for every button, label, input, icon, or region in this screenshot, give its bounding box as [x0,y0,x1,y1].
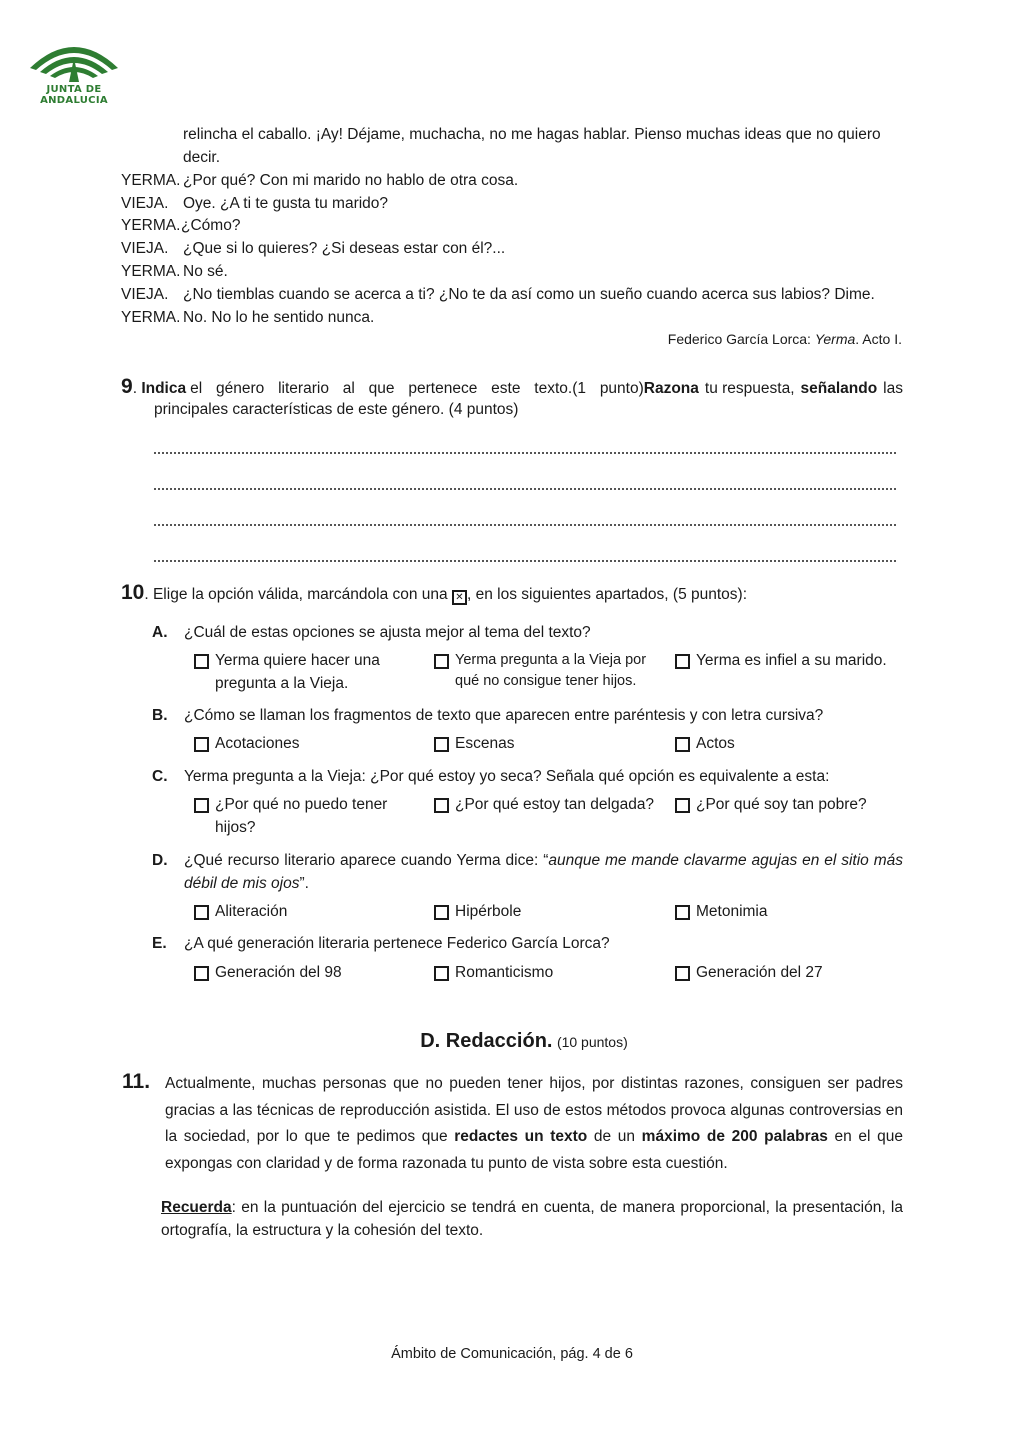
question-11-p3: en el que expongas con claridad y de forma razonada tu punto de vista sobre esta cuestión. [165,1128,903,1172]
keyword-redactes: redactes un texto [454,1128,588,1145]
option-e3[interactable] [675,962,905,985]
checked-box-icon: ✕ [452,590,467,605]
checkbox-icon[interactable] [675,905,690,920]
citation [668,328,902,351]
speech: Oye. ¿A ti te gusta tu marido? [183,195,389,212]
answer-line[interactable] [154,510,896,526]
option-label: ¿Por qué no puedo tener hijos? [215,796,388,836]
checkbox-icon[interactable] [434,654,449,669]
subquestion-e: ¿A qué generación literaria pertenece Federico García Lorca? [184,935,610,952]
question-9-line1 [121,376,903,401]
speech: ¿Que si lo quieres? ¿Si deseas estar con él?... [183,240,506,257]
checkbox-icon[interactable] [434,905,449,920]
question-9-text3: las [883,380,903,397]
subquestion-d [184,850,903,895]
option-label: ¿Por qué soy tan pobre? [696,796,867,813]
question-11-p1: Actualmente, muchas personas que no pueden tener hijos, por distintas razones, consiguen ser padres gracias a las técnicas de reproducción asistida. El uso de estos métodos provoca algunas controversias en la sociedad, por lo que te pedimos que [165,1075,903,1145]
logo-text: JUNTA DE ANDALUCIA [40,84,108,106]
option-letter: D. [152,852,168,869]
option-e1[interactable] [194,962,394,985]
speech: No sé. [183,263,228,280]
checkbox-icon[interactable] [675,654,690,669]
option-label: Yerma es infiel a su marido. [696,652,887,669]
page-footer: Ámbito de Comunicación, pág. 4 de 6 [391,1346,633,1362]
speaker: YERMA. [121,263,181,280]
checkbox-icon[interactable] [194,966,209,981]
option-label: Actos [696,735,735,752]
option-label: Aliteración [215,903,288,920]
speech: ¿Cómo? [181,217,241,234]
question-9-line2: principales características de este género. (4 puntos) [154,401,519,418]
speaker: VIEJA. [121,240,169,257]
subquestion-d-end: ”. [299,874,309,892]
option-d2[interactable] [434,901,664,924]
option-label: Metonimia [696,903,768,920]
reminder-label: Recuerda [161,1199,232,1216]
option-label: Acotaciones [215,735,300,752]
subquestion-c: Yerma pregunta a la Vieja: ¿Por qué estoy yo seca? Señala qué opción es equivalente a esta: [184,768,830,785]
checkbox-icon[interactable] [675,966,690,981]
citation-rest: . Acto I. [855,331,902,347]
option-label: Escenas [455,735,515,752]
keyword-razona: Razona [643,380,699,397]
question-10-number: 10 [121,581,145,604]
option-label: Yerma pregunta a la Vieja por qué no consigue tener hijos. [455,652,647,689]
question-9-text: el género literario al que pertenece este texto.(1 punto) [190,380,644,397]
speaker: VIEJA. [121,286,169,303]
citation-author: Federico García Lorca: [667,331,815,347]
citation-work: Yerma [814,331,856,347]
speaker: YERMA. [121,217,181,234]
question-9-text2: tu respuesta, [704,380,795,397]
option-letter: E. [152,935,167,952]
option-e2[interactable] [434,962,664,985]
option-label: Hipérbole [455,903,522,920]
reminder [161,1196,903,1242]
checkbox-icon[interactable] [434,798,449,813]
option-label: ¿Por qué estoy tan delgada? [455,796,655,813]
section-heading [0,1030,1024,1053]
option-d1[interactable] [194,901,394,924]
option-label: Romanticismo [455,964,554,981]
option-label: Generación del 98 [215,964,342,981]
subquestion-d-quote: aunque me mande clavarme agujas en el sitio más [548,852,903,869]
speech: No. No lo he sentido nunca. [183,309,375,326]
subquestion-b: ¿Cómo se llaman los fragmentos de texto que aparecen entre paréntesis y con letra cursiva? [184,707,824,724]
section-points: (10 puntos) [556,1034,628,1050]
question-9-dot: . [132,380,142,397]
option-c3[interactable] [675,794,905,817]
subquestion-d-text: ¿Qué recurso literario aparece cuando Yerma dice: “ [184,852,549,869]
option-label: Yerma quiere hacer una pregunta a la Vieja. [215,652,380,692]
option-a2[interactable] [434,650,664,692]
option-d3[interactable] [675,901,905,924]
speech: ¿No tiemblas cuando se acerca a ti? ¿No te da así como un sueño cuando acerca sus labios? Dime. [183,286,875,303]
section-title: D. Redacción. [420,1030,553,1052]
option-c1[interactable] [194,794,394,839]
answer-line[interactable] [154,438,896,454]
option-b2[interactable] [434,733,664,756]
option-label: Generación del 27 [696,964,823,981]
option-b1[interactable] [194,733,394,756]
speaker: YERMA. [121,172,181,189]
option-letter: B. [152,707,168,724]
dialogue-continuation-line: relincha el caballo. ¡Ay! Déjame, muchacha, no me hagas hablar. Pienso muchas ideas que no quiero [183,126,881,143]
question-11-p2: de un [587,1128,642,1145]
option-a3[interactable] [675,650,905,673]
checkbox-icon[interactable] [194,905,209,920]
option-letter: A. [152,624,168,641]
checkbox-icon[interactable] [194,654,209,669]
checkbox-icon[interactable] [675,737,690,752]
question-10-text: . Elige la opción válida, marcándola con una [144,586,452,603]
answer-line[interactable] [154,546,896,562]
keyword-senalando: señalando [800,380,878,397]
checkbox-icon[interactable] [194,798,209,813]
subquestion-a: ¿Cuál de estas opciones se ajusta mejor al tema del texto? [184,624,591,641]
option-c2[interactable] [434,794,664,817]
speaker: VIEJA. [121,195,169,212]
dialogue-continuation-line: decir. [183,149,221,166]
checkbox-icon[interactable] [434,737,449,752]
question-11-text [165,1071,903,1177]
option-a1[interactable] [194,650,394,695]
question-9-number: 9 [121,375,133,398]
checkbox-icon[interactable] [194,737,209,752]
reminder-text: : en la puntuación del ejercicio se tendrá en cuenta, de manera proporcional, la presentación, la ortografía, la estructura y la cohesión del texto. [161,1199,903,1239]
subquestion-d-quote2: débil de mis ojos [184,874,300,892]
checkbox-icon[interactable] [434,966,449,981]
checkbox-icon[interactable] [675,798,690,813]
option-letter: C. [152,768,168,785]
option-b3[interactable] [675,733,905,756]
question-10-text2: , en los siguientes apartados, (5 puntos): [466,586,747,603]
keyword-indica: Indica [141,380,187,397]
speaker: YERMA. [121,309,181,326]
keyword-maximo: máximo de 200 palabras [641,1128,828,1145]
question-10-heading [121,582,747,607]
speech: ¿Por qué? Con mi marido no hablo de otra cosa. [183,172,519,189]
answer-line[interactable] [154,474,896,490]
question-11-number: 11. [122,1070,151,1093]
